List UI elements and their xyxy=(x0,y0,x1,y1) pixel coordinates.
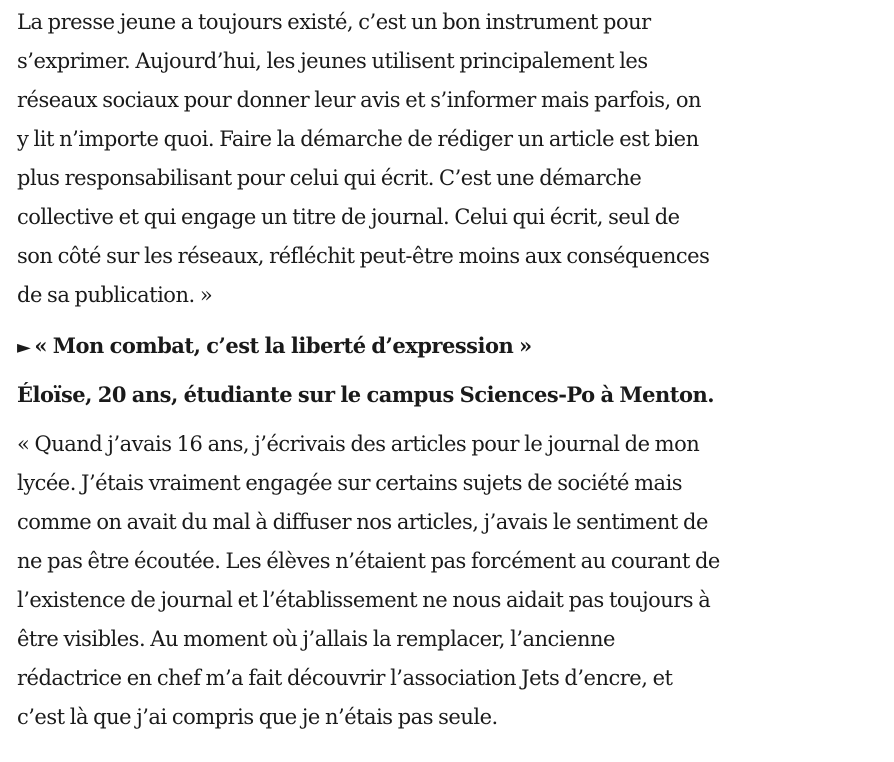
text-line: l’existence de journal et l’établissement ne nous aidait pas toujours à xyxy=(17,588,711,612)
text-line: La presse jeune a toujours existé, c’est un bon instrument pour xyxy=(17,10,651,34)
paragraph-quote-end xyxy=(17,3,817,315)
spacer xyxy=(17,363,817,380)
text-line: collective et qui engage un titre de journal. Celui qui écrit, seul de xyxy=(17,205,680,229)
section-heading-text: « Mon combat, c’est la liberté d’expression » xyxy=(34,333,532,358)
text-line: réseaux sociaux pour donner leur avis et s’informer mais parfois, on xyxy=(17,88,702,112)
speaker-intro: Éloïse, 20 ans, étudiante sur le campus Sciences-Po à Menton. xyxy=(17,382,715,407)
text-line: s’exprimer. Aujourd’hui, les jeunes utilisent principalement les xyxy=(17,49,648,73)
text-line: y lit n’importe quoi. Faire la démarche de rédiger un article est bien xyxy=(17,127,699,151)
spacer xyxy=(17,315,817,331)
triangle-right-icon: ► xyxy=(17,337,31,358)
text-line: « Quand j’avais 16 ans, j’écrivais des articles pour le journal de mon xyxy=(17,432,700,456)
paragraph-testimony xyxy=(17,425,817,737)
text-line: c’est là que j’ai compris que je n’étais pas seule. xyxy=(17,705,498,729)
text-line: comme on avait du mal à diffuser nos articles, j’avais le sentiment de xyxy=(17,510,708,534)
text-line: lycée. J’étais vraiment engagée sur certains sujets de société mais xyxy=(17,471,683,495)
text-line: de sa publication. » xyxy=(17,283,213,307)
text-line: ne pas être écoutée. Les élèves n’étaient pas forcément au courant de xyxy=(17,549,720,573)
section-heading xyxy=(17,331,817,363)
article-body xyxy=(17,3,817,737)
spacer xyxy=(17,410,817,425)
text-line: rédactrice en chef m’a fait découvrir l’association Jets d’encre, et xyxy=(17,666,673,690)
text-line: son côté sur les réseaux, réfléchit peut-être moins aux conséquences xyxy=(17,244,710,268)
text-line: plus responsabilisant pour celui qui écrit. C’est une démarche xyxy=(17,166,642,190)
text-line: être visibles. Au moment où j’allais la remplacer, l’ancienne xyxy=(17,627,615,651)
